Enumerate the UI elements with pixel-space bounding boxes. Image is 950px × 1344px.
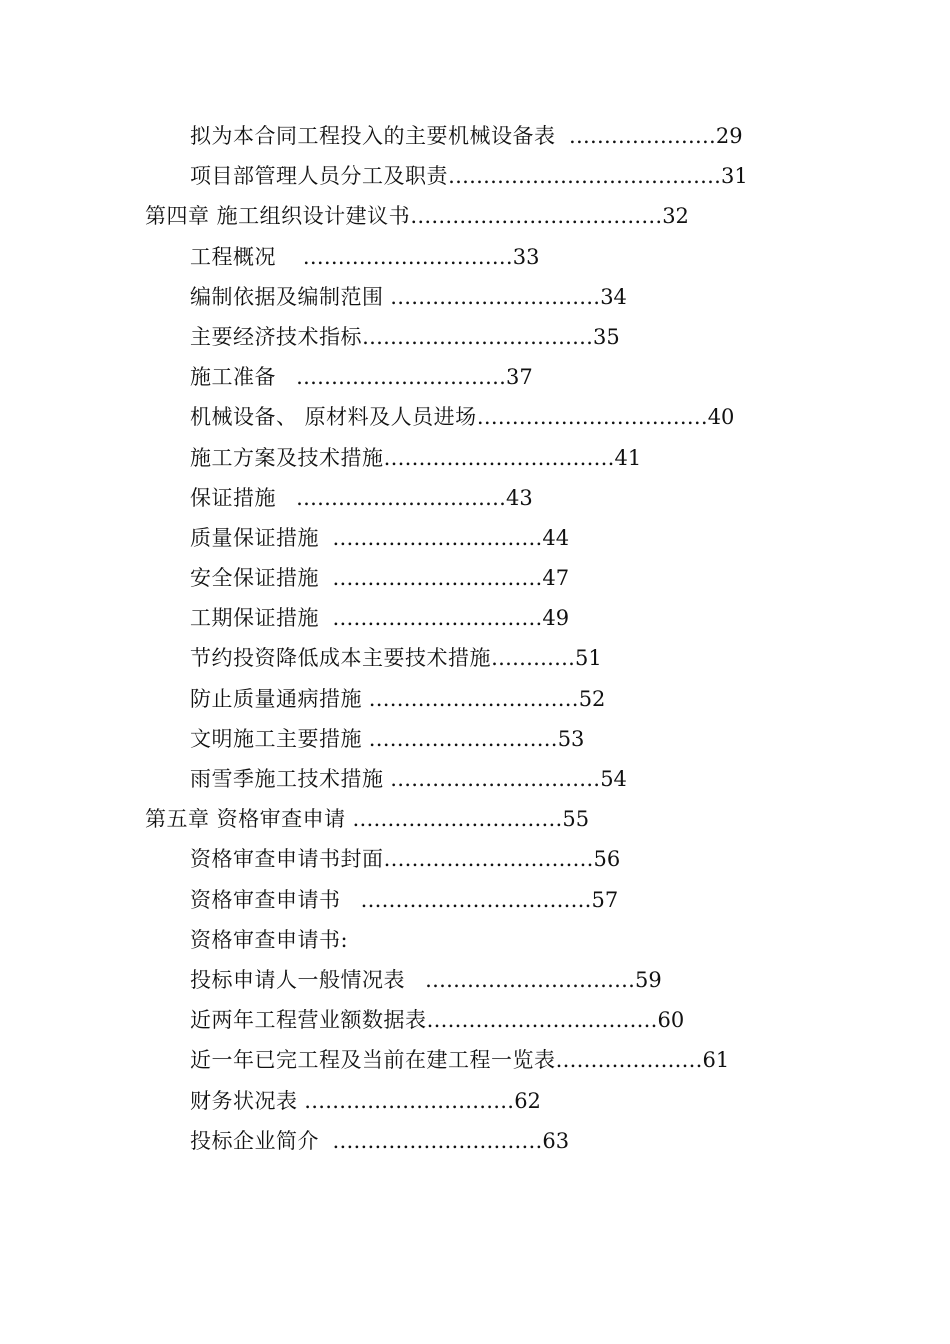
- toc-entry-title: 施工方案及技术措施: [190, 445, 384, 470]
- toc-dot-leader: …………………………: [345, 807, 563, 832]
- toc-dot-leader: …………………………: [383, 284, 601, 309]
- toc-section-entry[interactable]: [0, 558, 950, 598]
- toc-page-number: 53: [557, 726, 585, 751]
- toc-section-entry[interactable]: [0, 960, 950, 1000]
- toc-entry-title: 安全保证措施: [190, 566, 319, 591]
- table-of-contents: [0, 116, 950, 1161]
- toc-entry-title: 项目部管理人员分工及职责: [190, 164, 448, 189]
- toc-section-entry[interactable]: [0, 1121, 950, 1161]
- toc-page-number: 62: [514, 1088, 541, 1113]
- toc-dot-leader: ……………………………: [426, 1008, 658, 1033]
- toc-section-entry[interactable]: [0, 719, 950, 759]
- toc-chapter-entry[interactable]: [0, 196, 950, 236]
- toc-entry-title: 近一年已完工程及当前在建工程一览表: [190, 1048, 556, 1073]
- toc-entry-title: 资格审查申请书封面: [190, 847, 384, 872]
- toc-page-number: 56: [593, 847, 621, 872]
- toc-dot-leader: …………………………: [276, 244, 513, 269]
- toc-dot-leader: ………………………………: [410, 204, 663, 229]
- toc-dot-leader: …………………………: [319, 1128, 543, 1153]
- toc-entry-title: 施工准备: [190, 365, 276, 390]
- toc-page-number: 35: [593, 324, 620, 349]
- toc-section-entry[interactable]: [0, 638, 950, 678]
- toc-section-entry[interactable]: [0, 237, 950, 277]
- toc-entry-title: 财务状况表: [190, 1088, 298, 1113]
- toc-dot-leader: …………………………: [383, 847, 594, 872]
- toc-entry-title: 资格审查申请书:: [190, 927, 349, 952]
- toc-entry-title: 保证措施: [190, 485, 276, 510]
- toc-section-entry[interactable]: [0, 839, 950, 879]
- toc-section-entry[interactable]: [0, 277, 950, 317]
- toc-entry-title: 工程概况: [190, 244, 276, 269]
- toc-dot-leader: …………: [491, 646, 575, 671]
- toc-page-number: 55: [562, 807, 590, 832]
- toc-page-number: 59: [635, 967, 662, 992]
- toc-entry-title: 第四章 施工组织设计建议书: [145, 204, 411, 229]
- toc-page-number: 37: [506, 365, 533, 390]
- toc-section-entry[interactable]: [0, 357, 950, 397]
- toc-entry-title: 节约投资降低成本主要技术措施: [190, 646, 491, 671]
- toc-entry-title: 第五章 资格审查申请: [145, 807, 346, 832]
- toc-dot-leader: ……………………………: [476, 405, 708, 430]
- toc-page-number: 31: [721, 164, 748, 189]
- toc-page-number: 41: [614, 445, 642, 470]
- toc-page-number: 44: [542, 525, 570, 550]
- toc-entry-title: 投标申请人一般情况表: [190, 967, 405, 992]
- toc-section-entry[interactable]: [0, 679, 950, 719]
- toc-dot-leader: …………………: [555, 124, 716, 148]
- toc-dot-leader: ………………………: [362, 726, 558, 751]
- toc-dot-leader: …………………………: [319, 525, 543, 550]
- toc-entry-title: 主要经济技术指标: [190, 324, 362, 349]
- toc-page-number: 52: [578, 686, 606, 711]
- toc-entry-title: 近两年工程营业额数据表: [190, 1008, 427, 1033]
- toc-entry-title: 拟为本合同工程投入的主要机械设备表: [190, 124, 556, 148]
- toc-dot-leader: …………………………: [319, 606, 543, 631]
- toc-section-entry[interactable]: [0, 518, 950, 558]
- toc-entry-title: 投标企业简介: [190, 1128, 319, 1153]
- toc-page-number: 49: [542, 606, 570, 631]
- toc-page-number: 32: [662, 204, 689, 229]
- toc-page-number: 63: [542, 1128, 570, 1153]
- toc-entry-title: 防止质量通病措施: [190, 686, 362, 711]
- toc-chapter-entry[interactable]: [0, 799, 950, 839]
- toc-dot-leader: …………………………: [383, 767, 601, 791]
- toc-page-number: 51: [575, 646, 602, 671]
- toc-page-number: 60: [657, 1008, 685, 1033]
- toc-page-number: 29: [715, 124, 743, 148]
- toc-entry-title: 文明施工主要措施: [190, 726, 362, 751]
- toc-dot-leader: …………………………: [362, 686, 579, 711]
- toc-section-entry[interactable]: [0, 438, 950, 478]
- toc-section-entry[interactable]: [0, 397, 950, 437]
- toc-section-entry[interactable]: [0, 478, 950, 518]
- toc-dot-leader: …………………………: [405, 967, 636, 992]
- toc-dot-leader: …………………………………: [448, 164, 721, 189]
- toc-page-number: 43: [506, 485, 533, 510]
- toc-entry-title: 工期保证措施: [190, 606, 319, 631]
- toc-section-entry[interactable]: [0, 759, 950, 799]
- toc-entry-title: 机械设备、 原材料及人员进场: [190, 405, 477, 430]
- toc-dot-leader: ……………………………: [340, 887, 592, 912]
- toc-dot-leader: …………………: [555, 1048, 703, 1073]
- toc-section-entry[interactable]: [0, 880, 950, 920]
- toc-page-number: 40: [707, 405, 735, 430]
- toc-page-number: 33: [512, 244, 540, 269]
- toc-section-entry[interactable]: [0, 156, 950, 196]
- toc-page-number: 57: [591, 887, 619, 912]
- toc-page-number: 54: [600, 767, 627, 791]
- toc-dot-leader: …………………………: [276, 365, 507, 390]
- toc-section-entry[interactable]: [0, 317, 950, 357]
- toc-entry-title: 编制依据及编制范围: [190, 284, 384, 309]
- toc-dot-leader: …………………………: [276, 485, 507, 510]
- toc-section-entry[interactable]: [0, 598, 950, 638]
- toc-dot-leader: …………………………: [319, 566, 543, 591]
- toc-page-number: 61: [702, 1048, 730, 1073]
- toc-section-entry[interactable]: [0, 1000, 950, 1040]
- toc-entry-title: 资格审查申请书: [190, 887, 341, 912]
- toc-section-entry[interactable]: [0, 116, 950, 156]
- toc-page-number: 47: [542, 566, 570, 591]
- toc-dot-leader: ……………………………: [383, 445, 615, 470]
- toc-entry-title: 雨雪季施工技术措施: [190, 767, 384, 791]
- toc-page-number: 34: [600, 284, 627, 309]
- toc-entry-title: 质量保证措施: [190, 525, 319, 550]
- toc-dot-leader: ……………………………: [362, 324, 593, 349]
- toc-section-entry[interactable]: [0, 920, 950, 960]
- toc-dot-leader: …………………………: [297, 1088, 515, 1113]
- toc-section-entry[interactable]: [0, 1040, 950, 1080]
- toc-section-entry[interactable]: [0, 1081, 950, 1121]
